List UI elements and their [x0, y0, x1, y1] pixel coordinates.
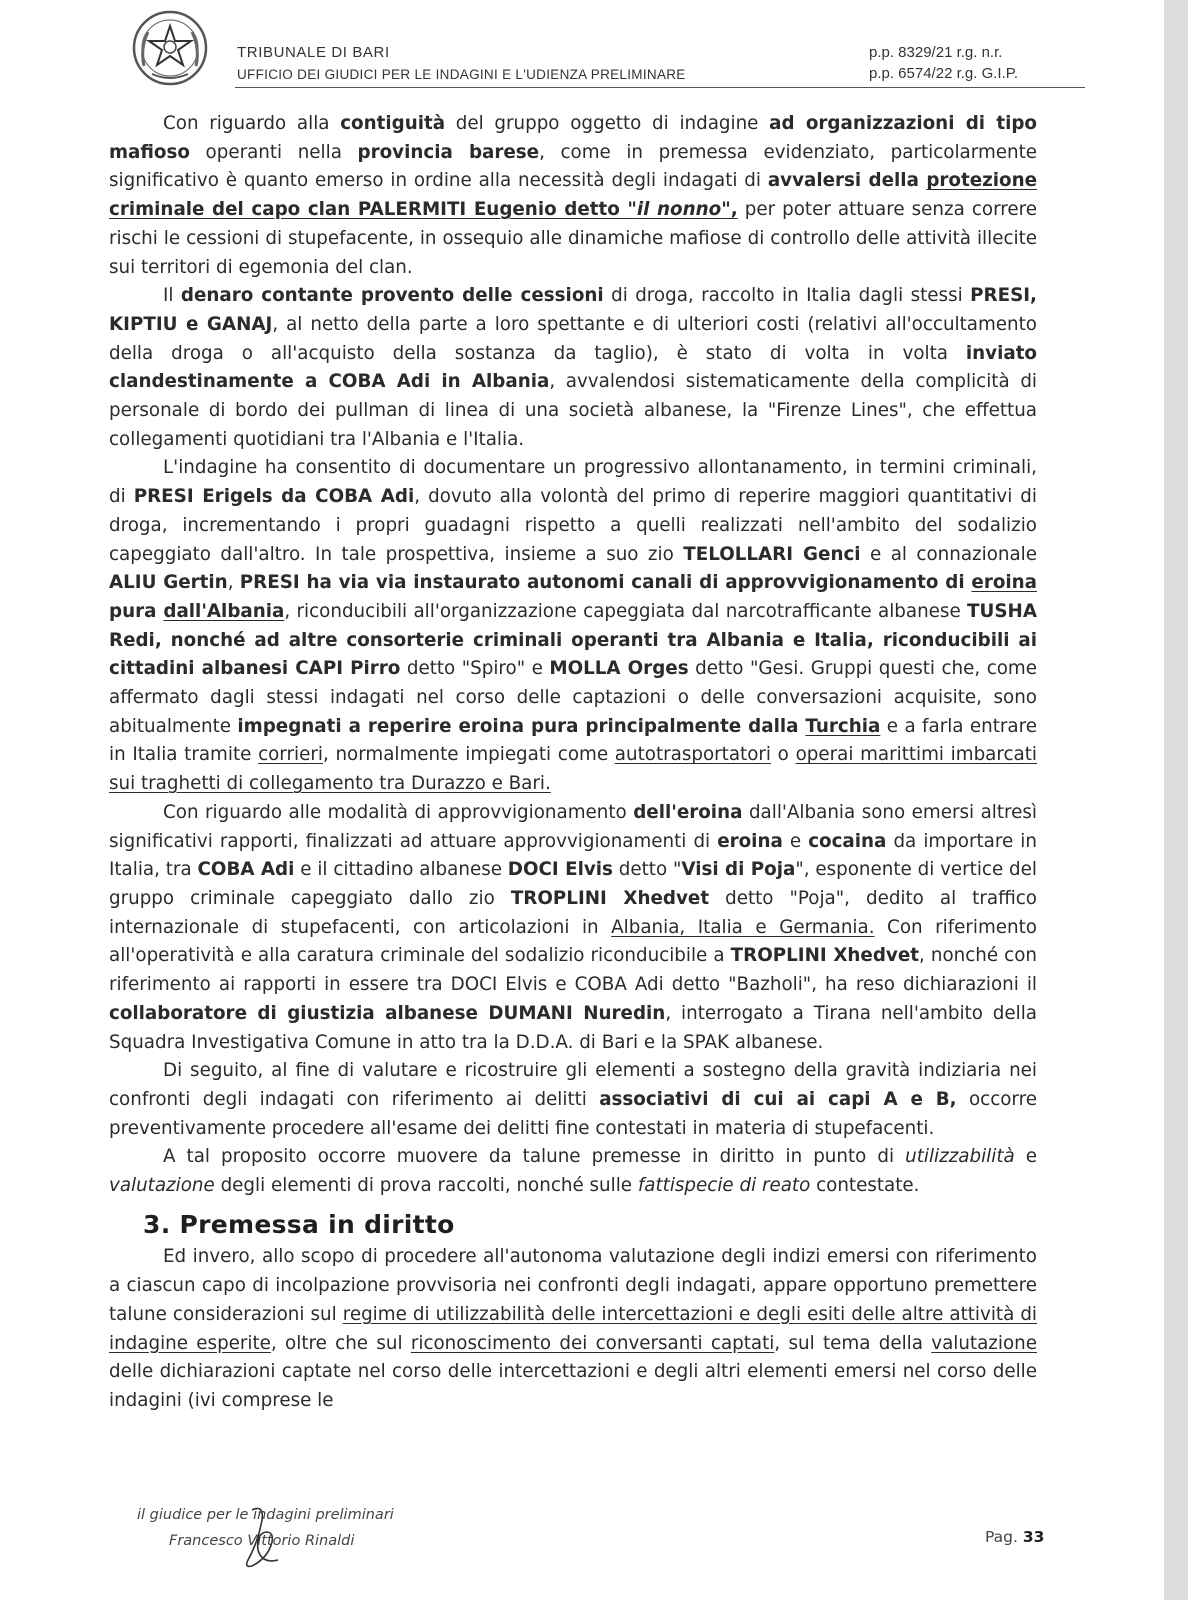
text-run: , normalmente impiegati come [322, 744, 615, 766]
court-office: UFFICIO DEI GIUDICI PER LE INDAGINI E L'UDIENZA PRELIMINARE [237, 67, 686, 82]
paragraph [109, 799, 1037, 1057]
text-run: cocaina [808, 830, 887, 852]
case-ref-2: p.p. 6574/22 r.g. G.I.P. [869, 65, 1018, 82]
text-run: Turchia [805, 715, 881, 737]
text-run: per poter attuare senza correre rischi le cessioni di stupefacente, in ossequio alle dinamiche mafiose di controllo delle attività illecite sui territori di egemonia del clan. [109, 199, 1037, 278]
text-run: e il cittadino albanese [294, 859, 508, 881]
text-run: riconoscimento dei conversanti captati [410, 1332, 775, 1354]
page-label: Pag. [985, 1528, 1018, 1546]
text-run: , al netto della parte a loro spettante e di ulteriori costi (relativi all'occultamento della droga o all'acquisto della sostanza da taglio), è stato di volta in volta [109, 313, 1037, 364]
text-run: DOCI Elvis [507, 859, 613, 881]
text-run: , oltre che sul [270, 1332, 411, 1354]
text-run: contiguità [340, 113, 446, 134]
text-run: , sul tema della [774, 1332, 932, 1354]
text-run: , dovuto alla volontà del primo di reperire maggiori quantitativi di droga, incrementando i propri guadagni rispetto a quelli realizzati nell'ambito del sodalizio capeggiato dall'altro. In tale prospettiva, insieme a suo zio [109, 486, 1037, 565]
paragraph [109, 1243, 1037, 1415]
text-run: detto "Gesi. Gruppi questi che, come affermato dagli stessi indagati nel corso delle captazioni o delle conversazioni acquisite, sono abitualmente [109, 658, 1037, 737]
text-run: e [1014, 1146, 1038, 1168]
text-run: operai marittimi imbarcati sui traghetti di collegamento tra Durazzo e Bari. [109, 744, 1037, 795]
text-run: eroina [971, 572, 1038, 594]
text-run: provincia barese [357, 141, 540, 163]
paragraph [109, 110, 1037, 282]
text-run: eroina [717, 830, 783, 852]
text-run: , avvalendosi sistematicamente della complicità di personale di bordo dei pullman di linea di una società albanese, la "Firenze Lines", che effettua collegamenti quotidiani tra l'Albania e l'Italia. [109, 371, 1037, 450]
text-run: detto "Poja", dedito al traffico internazionale di stupefacenti, con articolazioni in [109, 887, 1037, 938]
case-references [869, 44, 1018, 82]
text-run: associativi di cui ai capi A e B, [599, 1088, 957, 1110]
text-run: contestate. [810, 1175, 920, 1197]
text-run: delle dichiarazioni captate nel corso delle intercettazioni e degli altri elementi emersi nel corso delle indagini (ivi comprese le [109, 1361, 1037, 1411]
text-run: COBA Adi [197, 859, 295, 881]
text-run: detto " [612, 859, 682, 881]
text-run: occorre preventivamente procedere all'esame dei delitti fine contestati in materia di stupefacenti. [109, 1088, 1037, 1139]
header-divider [235, 87, 1085, 88]
judge-name: Francesco Vittorio Rinaldi [169, 1533, 355, 1549]
text-run: ", [721, 199, 738, 221]
text-run: utilizzabilità [905, 1146, 1015, 1168]
page-number-value: 33 [1022, 1528, 1045, 1546]
text-run: PRESI, KIPTIU e GANAJ [109, 285, 1037, 335]
text-run: regime di utilizzabilità delle intercettazioni e degli esiti delle altre attività di indagine esperite [109, 1303, 1037, 1354]
text-run: protezione criminale del capo clan PALERMITI Eugenio detto " [109, 170, 1037, 221]
text-run: Visi di Poja [681, 859, 796, 881]
text-run: Ed invero, allo scopo di procedere all'autonoma valutazione degli indizi emersi con riferimento a ciascun capo di incolpazione provvisoria nei confronti degli indagati, appare opportuno premettere talune considerazioni sul [109, 1246, 1037, 1325]
text-run: e [782, 830, 809, 852]
text-run: pura [109, 600, 164, 622]
text-run: TELOLLARI Genci [683, 543, 861, 565]
text-run: ", esponente di vertice del gruppo criminale capeggiato dallo zio [109, 859, 1037, 909]
text-run: TUSHA Redi, nonché ad altre consorterie criminali operanti tra Albania e Italia, riconducibili ai cittadini albanesi CAPI Pirro [109, 600, 1037, 680]
text-run: denaro contante provento delle cessioni [180, 285, 604, 307]
text-run: Con riferimento all'operatività e alla caratura criminale del sodalizio riconducibile a [109, 916, 1037, 967]
text-run: operanti nella [189, 141, 358, 163]
text-run: , riconducibili all'organizzazione capeggiata dal narcotrafficante albanese [284, 600, 968, 622]
court-block [237, 44, 686, 82]
text-run: Con riguardo alle modalità di approvvigionamento [163, 801, 634, 823]
text-run: di droga, raccolto in Italia dagli stessi [603, 285, 971, 307]
text-run: MOLLA Orges [549, 658, 689, 680]
text-run: Albania, Italia e Germania. [611, 916, 875, 938]
text-run: dell'eroina [633, 801, 743, 823]
text-run: avvalersi della [767, 170, 927, 192]
text-run: , come in premessa evidenziato, particolarmente significativo è quanto emerso in ordine alla necessità degli indagati di [109, 141, 1038, 192]
case-ref-1: p.p. 8329/21 r.g. n.r. [869, 44, 1003, 61]
text-run: e a farla entrare in Italia tramite [109, 715, 1037, 766]
text-run: ad organizzazioni di tipo mafioso [109, 113, 1037, 163]
text-run: fattispecie di reato [637, 1175, 811, 1197]
document-header [130, 8, 1088, 90]
page-number [985, 1528, 1044, 1546]
text-run: PRESI ha via via instaurato autonomi canali di approvvigionamento di [239, 572, 972, 594]
section-title: 3. Premessa in diritto [143, 1209, 455, 1239]
page-edge [1164, 0, 1188, 1600]
text-run: corrieri [258, 744, 323, 766]
text-run: dall'Albania sono emersi altresì significativi rapporti, finalizzati ad attuare approvvigionamenti di [109, 801, 1038, 852]
text-run: valutazione [109, 1175, 215, 1197]
text-run: , interrogato a Tirana nell'ambito della Squadra Investigativa Comune in atto tra la D.D.A. di Bari e la SPAK albanese. [109, 1002, 1037, 1053]
text-run: , [227, 572, 240, 594]
text-run: autotrasportatori [614, 744, 771, 766]
text-run: il nonno [636, 199, 722, 221]
text-run: collaboratore di giustizia albanese DUMANI Nuredin [109, 1002, 666, 1024]
text-run: del gruppo oggetto di indagine [445, 113, 770, 134]
text-run: Il [163, 285, 181, 307]
paragraph [109, 1057, 1037, 1143]
paragraph [109, 282, 1037, 454]
text-run: e al connazionale [860, 543, 1037, 565]
text-run: Di seguito, al fine di valutare e ricostruire gli elementi a sostegno della gravità indiziaria nei confronti degli indagati con riferimento ai delitti [109, 1060, 1037, 1110]
text-run: dall'Albania [163, 600, 285, 622]
text-run: A tal proposito occorre muovere da talune premesse in diritto in punto di [163, 1146, 906, 1168]
text-run: ALIU Gertin [109, 572, 228, 594]
text-run: TROPLINI Xhedvet [510, 887, 710, 909]
text-run: L'indagine ha consentito di documentare un progressivo allontanamento, in termini criminali, di [109, 457, 1037, 508]
italian-republic-emblem-icon [130, 8, 210, 88]
text-run: da importare in Italia, tra [109, 830, 1037, 881]
text-run: inviato clandestinamente a COBA Adi in Albania [109, 342, 1037, 393]
text-run: detto "Spiro" e [400, 658, 550, 680]
paragraph [109, 454, 1037, 798]
paragraphs-after [109, 1243, 1037, 1415]
judge-title: il giudice per le indagini preliminari [137, 1507, 394, 1523]
handwritten-signature-icon [238, 1502, 286, 1572]
text-run: , nonché con riferimento ai rapporti in essere tra DOCI Elvis e COBA Adi detto "Bazholi", ha reso dichiarazioni il [109, 945, 1038, 996]
text-run: TROPLINI Xhedvet [730, 945, 919, 967]
text-run: impegnati a reperire eroina pura principalmente dalla [237, 715, 806, 737]
text-run: degli elementi di prova raccolti, nonché sulle [214, 1175, 638, 1197]
text-run: valutazione [931, 1332, 1038, 1354]
court-name: TRIBUNALE DI BARI [237, 44, 390, 61]
text-run: PRESI Erigels da COBA Adi [133, 486, 415, 508]
text-run: Con riguardo alla [163, 113, 341, 134]
document-body [109, 110, 1037, 1416]
text-run: o [770, 744, 796, 766]
paragraphs-before [109, 110, 1037, 1201]
paragraph [109, 1143, 1037, 1200]
